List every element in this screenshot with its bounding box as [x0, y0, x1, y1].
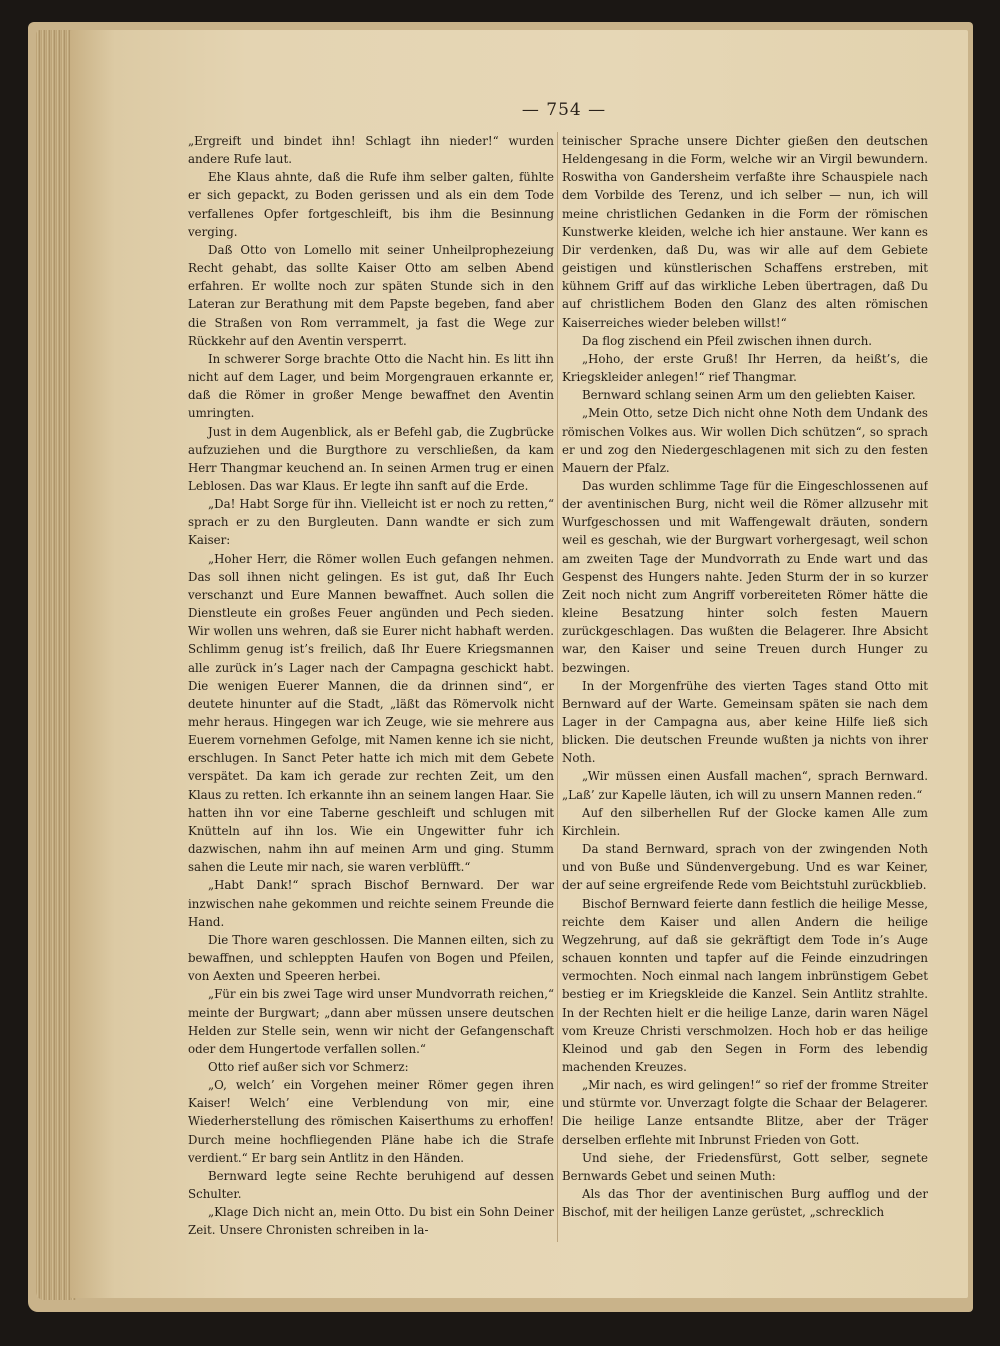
paragraph: Das wurden schlimme Tage für die Eingeschlossenen auf der aventinischen Burg, nicht weil die Römer allzusehr mit Wurfgeschossen und mit Waffengewalt dräuten, sondern weil es geschah, wie der Burgwart vorhergesagt, weil schon am zweiten Tage der Mundvorrath zu Ende wart und das Gespenst des Hungers nahte. Jeden Sturm der in so kurzer Zeit noch nicht zum Angriff vorbereiteten Römer hätte die kleine Besatzung hinter solch festen Mauern zurückgeschlagen. Das wußten die Belagerer. Ihre Absicht war, den Kaiser und seine Treuen durch Hunger zu bezwingen. — [562, 478, 928, 675]
paragraph: Bischof Bernward feierte dann festlich die heilige Messe, reichte dem Kaiser und allen Andern die heilige Wegzehrung, auf daß sie gekräftigt dem Tode in’s Auge schauen konnten und tapfer auf die Feinde einzudringen vermochten. Noch einmal nach langem inbrünstigem Gebet bestieg er im Kriegskleide die Kanzel. Sein Antlitz strahlte. In der Rechten hielt er die heilige Lanze, darin waren Nägel vom Kreuze Christi verschmolzen. Hoch hob er das heilige Kleinod und gab den Segen in Form des lebendig machenden Kreuzes. — [562, 896, 928, 1074]
paragraph: Bernward legte seine Rechte beruhigend auf dessen Schulter. — [188, 1168, 554, 1202]
paragraph: „Mein Otto, setze Dich nicht ohne Noth dem Undank des römischen Volkes aus. Wir wollen Dich schützen“, so sprach er und zog den Niedergeschlagenen mit sich zu den festen Mauern der Pfalz. — [562, 406, 928, 475]
column-gutter — [557, 132, 558, 1242]
paragraph: Bernward schlang seinen Arm um den geliebten Kaiser. — [582, 388, 916, 403]
paragraph: „Hoher Herr, die Römer wollen Euch gefangen nehmen. Das soll ihnen nicht gelingen. Es ist gut, daß Ihr Euch verschanzt und Eure Mannen bewaffnet. Auch sollen die Dienstleute ein großes Feuer angünden und Pech sieden. Wir wollen uns wehren, daß sie Eurer nicht habhaft werden. Schlimm genug ist’s freilich, daß Ihr Euere Kriegsmannen alle zurück in’s Lager nach der Campagna geschickt habt. Die wenigen Euerer Mannen, die da drinnen sind“, er deutete hinunter auf die Stadt, „läßt das Römervolk nicht mehr heraus. Hingegen war ich Zeuge, wie sie mehrere aus Euerem vornehmen Gefolge, mit Namen kenne ich sie nicht, erschlugen. In Sanct Peter hatte ich mich mit dem Gebete verspätet. Da kam ich gerade zur rechten Zeit, um den Klaus zu retten. Ich erkannte ihn an seinem langen Haar. Sie hatten ihn vor eine Taberne geschleift und schlugen mit Knütteln auf ihn los. Wie ein Ungewitter fuhr ich dazwischen, nahm ihn auf meinen Arm und ging. Stumm sahen die Leute mir nach, sie waren verblüfft.“ — [188, 551, 554, 875]
paragraph: „O, welch’ ein Vorgehen meiner Römer gegen ihren Kaiser! Welch’ eine Verblendung von mir, eine Wiederherstellung des römischen Kaiserthums zu erhoffen! Durch meine hochfliegenden Pläne habe ich die Strafe verdient.“ Er barg sein Antlitz in den Händen. — [188, 1078, 554, 1165]
paragraph: Die Thore waren geschlossen. Die Mannen eilten, sich zu bewaffnen, und schleppten Haufen von Bogen und Pfeilen, von Aexten und Speeren herbei. — [188, 932, 554, 984]
paragraph: Daß Otto von Lomello mit seiner Unheilprophezeiung Recht gehabt, das sollte Kaiser Otto am selben Abend erfahren. Er wollte noch zur späten Stunde sich in den Lateran zur Berathung mit dem Papste begeben, fand aber die Straßen von Rom verrammelt, ja fast die Wege zur Rückkehr auf den Aventin versperrt. — [188, 242, 554, 348]
paragraph: „Habt Dank!“ sprach Bischof Bernward. Der war inzwischen nahe gekommen und reichte seinem Freunde die Hand. — [188, 878, 554, 929]
paragraph: Als das Thor der aventinischen Burg aufflog und der Bischof, mit der heiligen Lanze gerüstet, „schrecklich — [562, 1187, 928, 1220]
paragraph: Da stand Bernward, sprach von der zwingenden Noth und von Buße und Sündenvergebung. Und es war Keiner, der auf seine ergreifende Rede vom Beichtstuhl zurückblieb. — [562, 842, 928, 893]
paragraph: „Klage Dich nicht an, mein Otto. Du bist ein Sohn Deiner Zeit. Unsere Chronisten schreiben in la- — [188, 1205, 554, 1238]
paragraph: In der Morgenfrühe des vierten Tages stand Otto mit Bernward auf der Warte. Gemeinsam späten sie nach dem Lager in der Campagna aus, aber keine Hilfe ließ sich blicken. Die deutschen Freunde wußten ja nichts von ihrer Noth. — [562, 678, 928, 766]
paragraph: teinischer Sprache unsere Dichter gießen den deutschen Heldengesang in die Form, welche wir an Virgil bewundern. Roswitha von Gandersheim verfaßte ihre Schauspiele nach dem Vorbilde des Terenz, und ich selber — nun, ich will meine christlichen Gedanken in die Form der römischen Kunstwerke kleiden, welche ich hier anstaune. Wer kann es Dir verdenken, daß Du, was wir alle auf dem Gebiete geistigen und künstlerischen Schaffens erstreben, mit kühnem Griff auf das wirkliche Leben übertragen, daß Du auf christlichem Boden den Glanz des alten römischen Kaiserreiches wieder beleben willst!“ — [562, 134, 928, 330]
paragraph: „Mir nach, es wird gelingen!“ so rief der fromme Streiter und stürmte vor. Unverzagt folgte die Schaar der Belagerer. Die heilige Lanze entsandte Blitze, aber der Träger derselben erflehte mit Inbrunst Frieden von Gott. — [562, 1078, 928, 1147]
paragraph: Und siehe, der Friedensfürst, Gott selber, segnete Bernwards Gebet und seinen Muth: — [562, 1150, 928, 1183]
page-number: — 754 — — [521, 100, 607, 120]
paragraph: In schwerer Sorge brachte Otto die Nacht hin. Es litt ihn nicht auf dem Lager, und beim Morgengrauen erkannte er, daß die Römer in großer Menge bewaffnet den Aventin umringten. — [188, 351, 554, 421]
paragraph: „Für ein bis zwei Tage wird unser Mundvorrath reichen,“ meinte der Burgwart; „dann aber müssen unsere deutschen Helden zur Stelle sein, wenn wir nicht der Gefangenschaft oder dem Hungertode verfallen sollen.“ — [188, 987, 554, 1056]
paragraph: Da flog zischend ein Pfeil zwischen ihnen durch. — [582, 333, 873, 348]
paragraph: „Da! Habt Sorge für ihn. Vielleicht ist er noch zu retten,“ sprach er zu den Burgleuten. Dann wandte er sich zum Kaiser: — [188, 497, 554, 548]
paragraph: „Ergreift und bindet ihn! Schlagt ihn nieder!“ wurden andere Rufe laut. — [188, 134, 554, 167]
paragraph: Ehe Klaus ahnte, daß die Rufe ihm selber galten, fühlte er sich gepackt, zu Boden gerissen und als ein dem Tode verfallenes Opfer fortgeschleift, bis ihm die Besinnung verging. — [188, 170, 554, 239]
paragraph: Otto rief außer sich vor Schmerz: — [208, 1059, 409, 1074]
paragraph: „Wir müssen einen Ausfall machen“, sprach Bernward. „Laß’ zur Kapelle läuten, ich will zu unsern Mannen reden.“ — [562, 769, 928, 802]
right-column — [562, 132, 928, 1244]
left-column — [188, 132, 554, 1244]
paragraph: Just in dem Augenblick, als er Befehl gab, die Zugbrücke aufzuziehen und die Burgthore zu verschließen, da kam Herr Thangmar keuchend an. In seinen Armen trug er einen Leblosen. Das war Klaus. Er legte ihn sanft auf die Erde. — [188, 424, 554, 493]
paragraph: Auf den silberhellen Ruf der Glocke kamen Alle zum Kirchlein. — [562, 805, 928, 838]
paragraph: „Hoho, der erste Gruß! Ihr Herren, da heißt’s, die Kriegskleider anlegen!“ rief Thangmar. — [562, 351, 928, 385]
